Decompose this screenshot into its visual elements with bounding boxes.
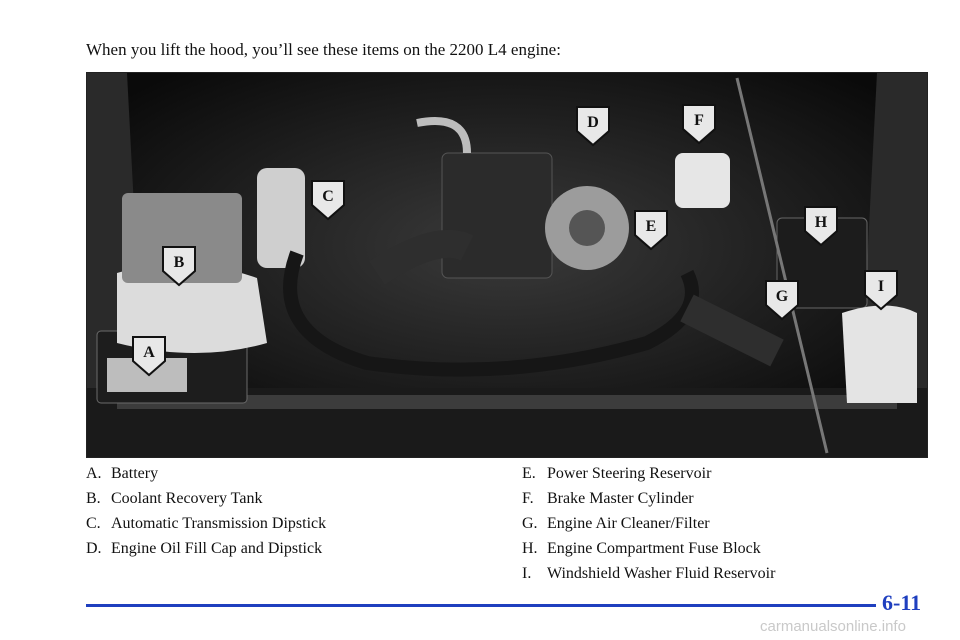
- legend-letter: C.: [86, 515, 101, 532]
- legend-letter: B.: [86, 490, 101, 507]
- legend-item: [86, 489, 326, 514]
- legend-right: [522, 464, 775, 589]
- legend-letter: H.: [522, 540, 538, 557]
- intro-text: When you lift the hood, you’ll see these items on the 2200 L4 engine:: [86, 40, 561, 59]
- legend-label: Windshield Washer Fluid Reservoir: [547, 565, 776, 582]
- legend-item: [86, 514, 326, 539]
- legend-item: [86, 539, 326, 564]
- engine-photo-drawing: [87, 73, 927, 457]
- legend-label: Battery: [111, 465, 159, 482]
- watermark: carmanualsonline.info: [760, 618, 906, 635]
- legend-letter: I.: [522, 565, 532, 582]
- legend-label: Engine Air Cleaner/Filter: [547, 515, 710, 532]
- engine-compartment-photo: [86, 72, 928, 458]
- legend-item: [522, 564, 775, 589]
- legend-letter: E.: [522, 465, 536, 482]
- callout-b-label: B: [173, 254, 185, 271]
- legend-item: [86, 464, 326, 489]
- legend-label: Power Steering Reservoir: [547, 465, 712, 482]
- callout-i-label: I: [877, 278, 885, 295]
- callout-f-label: F: [694, 112, 704, 129]
- callout-h-label: H: [814, 214, 828, 231]
- legend-item: [522, 489, 775, 514]
- callout-a-label: A: [143, 344, 155, 361]
- legend-item: [522, 539, 775, 564]
- legend-letter: F.: [522, 490, 534, 507]
- callout-d-label: D: [587, 114, 599, 131]
- legend-label: Engine Compartment Fuse Block: [547, 540, 761, 557]
- callout-g-label: G: [775, 288, 789, 305]
- legend-label: Automatic Transmission Dipstick: [111, 515, 327, 532]
- legend-letter: A.: [86, 465, 102, 482]
- legend-item: [522, 464, 775, 489]
- legend-left: [86, 464, 326, 564]
- callout-c-label: C: [322, 188, 334, 205]
- legend-label: Brake Master Cylinder: [547, 490, 694, 507]
- legend-item: [522, 514, 775, 539]
- footer-rule: [86, 604, 876, 607]
- callout-e-label: E: [645, 218, 657, 235]
- legend-label: Engine Oil Fill Cap and Dipstick: [111, 540, 323, 557]
- page-number: 6-11: [882, 590, 922, 615]
- legend-letter: D.: [86, 540, 102, 557]
- legend-label: Coolant Recovery Tank: [111, 490, 263, 507]
- legend-letter: G.: [522, 515, 538, 532]
